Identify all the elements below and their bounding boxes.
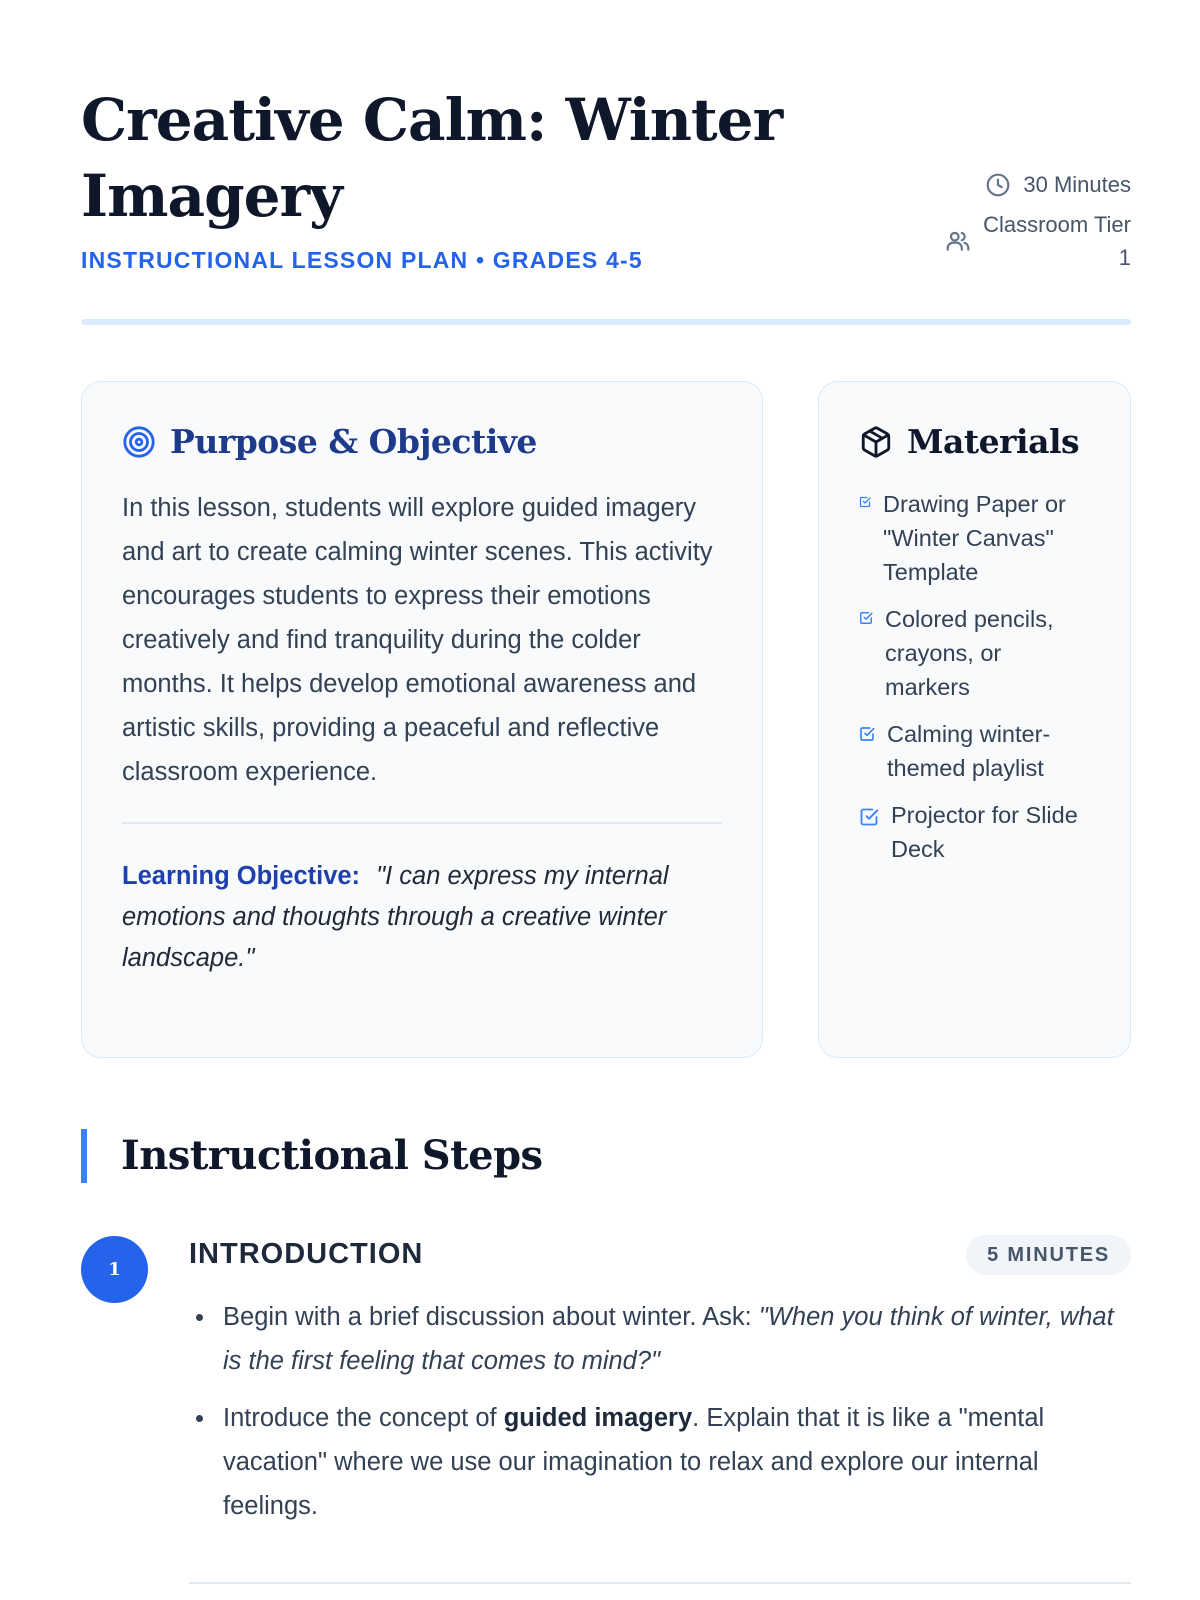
step-bullet-list: [189, 1295, 1131, 1541]
bullet-text: Begin with a brief discussion about winter. Ask:: [223, 1303, 759, 1331]
purpose-text: In this lesson, students will explore guided imagery and art to create calming winter scenes. This activity encourages students to express their emotions creatively and find tranquility during the colder months. It helps develop emotional awareness and artistic skills, providing a peaceful and reflective classroom experience.: [122, 494, 713, 786]
step-bullet: [189, 1295, 1131, 1383]
materials-heading-label: Materials: [907, 422, 1080, 461]
material-item: [859, 487, 1090, 589]
target-icon: [122, 425, 156, 459]
step-number-badge: 1: [81, 1236, 148, 1303]
tier-line-1: Classroom Tier: [983, 212, 1131, 237]
bullet-text: Introduce the concept of: [223, 1404, 504, 1432]
tier-meta: [871, 208, 1131, 274]
duration-text: 30 Minutes: [1023, 172, 1131, 197]
step-bullet: [189, 1396, 1131, 1528]
purpose-heading: [122, 422, 722, 461]
step-duration-badge: 5 MINUTES: [966, 1235, 1131, 1275]
page-subtitle: INSTRUCTIONAL LESSON PLAN • GRADES 4-5: [81, 247, 643, 273]
bullet-key-term: guided imagery: [503, 1404, 693, 1432]
purpose-divider: [122, 822, 722, 824]
duration-meta: [871, 172, 1131, 198]
materials-heading: [859, 422, 1090, 461]
checkbox-icon: [859, 496, 871, 508]
checkbox-icon: [859, 807, 879, 827]
material-label: Projector for Slide Deck: [891, 802, 1078, 862]
box-icon: [859, 425, 893, 459]
material-label: Calming winter-themed playlist: [887, 721, 1051, 781]
bullet-question: "When you think of winter, what is the first feeling that comes to mind?": [223, 1303, 1114, 1375]
learning-objective: [122, 856, 722, 979]
steps-section-title: Instructional Steps: [81, 1129, 543, 1183]
tier-text: [983, 208, 1131, 274]
lesson-header: [81, 82, 1131, 327]
materials-list: [859, 487, 1090, 866]
material-label: Colored pencils, crayons, or markers: [885, 606, 1054, 700]
lesson-meta: [871, 172, 1131, 274]
header-divider: [81, 319, 1131, 325]
materials-card: [818, 381, 1131, 1058]
tier-line-2: 1: [1118, 245, 1131, 270]
lesson-plan-page: [81, 0, 1131, 1600]
step-title: INTRODUCTION: [189, 1238, 424, 1270]
material-label: Drawing Paper or "Winter Canvas" Template: [883, 491, 1066, 585]
objective-text: "I can express my internal emotions and thoughts through a creative winter landscape.": [122, 862, 669, 972]
purpose-card: [81, 381, 763, 1058]
material-item: [859, 602, 1090, 704]
bullet-text-rest: . Explain that it is like a "mental vacation" where we use our imagination to relax and explore our internal feelings.: [223, 1404, 1045, 1520]
step-divider: [189, 1582, 1131, 1584]
checkbox-icon: [859, 726, 875, 742]
material-item: [859, 717, 1090, 785]
material-item: [859, 798, 1090, 866]
page-title: Creative Calm: Winter Imagery: [81, 86, 783, 230]
purpose-heading-label: Purpose & Objective: [170, 422, 537, 461]
clock-icon: [985, 172, 1011, 198]
objective-label: Learning Objective:: [122, 862, 361, 890]
checkbox-icon: [859, 611, 873, 625]
users-icon: [945, 228, 971, 254]
